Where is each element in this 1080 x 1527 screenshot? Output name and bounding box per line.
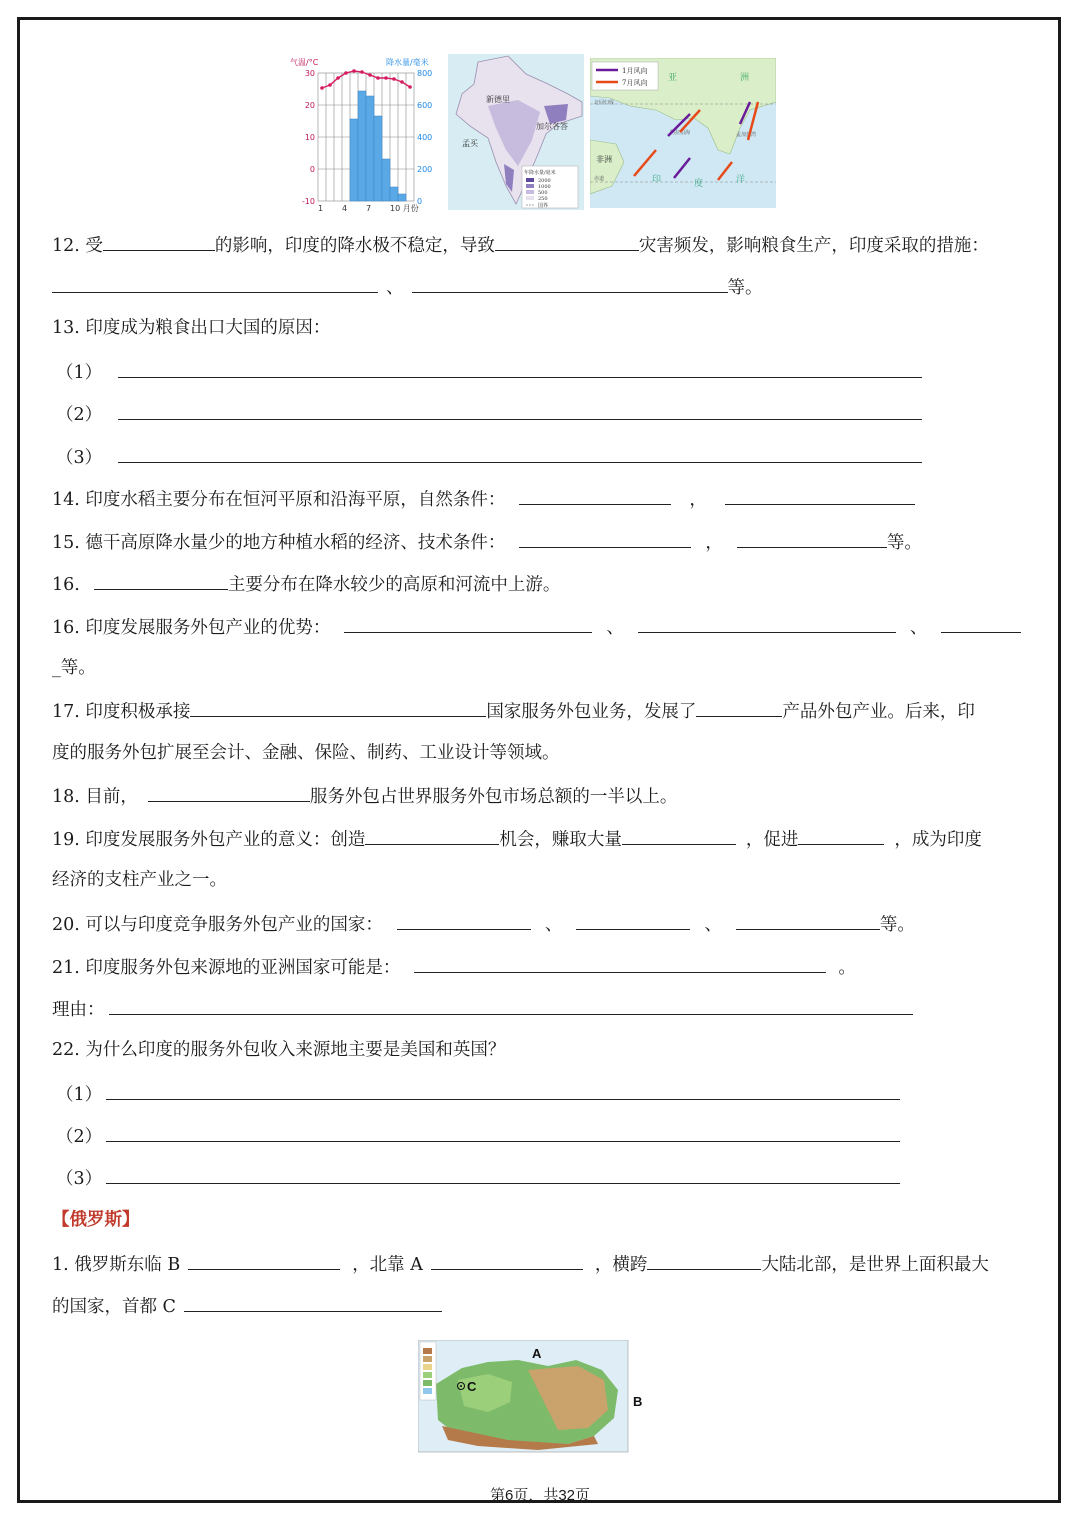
question-16b-cont: _等。: [52, 658, 96, 678]
answer-blank[interactable]: [519, 529, 691, 548]
answer-row: （2）: [56, 401, 922, 427]
map-label-b: B: [633, 1394, 643, 1409]
answer-row: （3）: [56, 444, 922, 470]
answer-blank[interactable]: [638, 614, 896, 633]
map-label-a: A: [532, 1346, 542, 1361]
question-12: 12. 受 的影响，印度的降水极不稳定，导致 灾害频发，影响粮食生产，印度采取的措施：: [52, 232, 989, 258]
svg-text:孟加拉湾: 孟加拉湾: [736, 132, 757, 138]
rain-legend-title: 年降水量/毫米: [524, 170, 556, 176]
answer-blank[interactable]: [106, 1165, 900, 1184]
question-21: 21. 印度服务外包来源地的亚洲国家可能是： 。: [52, 954, 856, 980]
answer-blank[interactable]: [188, 1251, 340, 1270]
svg-text:10: 10: [304, 133, 315, 142]
answer-blank[interactable]: [397, 911, 531, 930]
answer-blank[interactable]: [109, 996, 913, 1015]
svg-text:亚: 亚: [668, 73, 678, 83]
svg-text:30: 30: [304, 69, 315, 78]
answer-row: （1）: [56, 359, 922, 385]
answer-blank[interactable]: [941, 614, 1021, 633]
question-16a: 16. 主要分布在降水较少的高原和河流中上游。: [52, 571, 560, 597]
svg-text:7: 7: [366, 204, 372, 213]
svg-text:阿拉伯海: 阿拉伯海: [670, 130, 691, 136]
answer-blank[interactable]: [431, 1251, 583, 1270]
svg-text:200: 200: [417, 165, 433, 174]
svg-text:1月风向: 1月风向: [622, 67, 648, 75]
answer-blank[interactable]: [365, 826, 499, 845]
monsoon-map: [590, 58, 776, 208]
page-footer: 第6页，共32页: [489, 1487, 591, 1504]
answer-blank[interactable]: [103, 232, 215, 251]
answer-blank[interactable]: [647, 1251, 761, 1270]
question-19: 19. 印度发展服务外包产业的意义：创造 机会，赚取大量 ，促进 ，成为印度: [52, 826, 982, 852]
svg-text:20: 20: [304, 101, 315, 110]
answer-blank[interactable]: [118, 359, 922, 378]
question-20: 20. 可以与印度竞争服务外包产业的国家： 、 、 等。: [52, 911, 915, 937]
rain-axis-label: 降水量/毫米: [386, 58, 429, 67]
svg-text:600: 600: [417, 101, 433, 110]
svg-text:-10: -10: [301, 197, 315, 206]
svg-text:印: 印: [652, 175, 662, 185]
answer-blank[interactable]: [798, 826, 884, 845]
svg-text:2000: 2000: [538, 178, 551, 184]
answer-blank[interactable]: [118, 401, 922, 420]
answer-blank[interactable]: [148, 783, 310, 802]
russia-map: [418, 1340, 650, 1454]
answer-blank[interactable]: [106, 1123, 900, 1142]
question-13: 13. 印度成为粮食出口大国的原因：: [52, 318, 331, 338]
answer-blank[interactable]: [344, 614, 592, 633]
answer-blank[interactable]: [622, 826, 736, 845]
svg-text:400: 400: [417, 133, 433, 142]
russia-question-1: 1. 俄罗斯东临 B ，北靠 A ，横跨 大陆北部，是世界上面积最大: [52, 1251, 989, 1277]
russia-question-1-cont: 的国家，首都 C: [52, 1293, 442, 1319]
question-12-cont: 、 等。: [52, 274, 763, 300]
question-16b: 16. 印度发展服务外包产业的优势： 、 、: [52, 614, 1021, 640]
svg-text:赤道: 赤道: [594, 176, 605, 182]
answer-blank[interactable]: [184, 1293, 442, 1312]
svg-text:洲: 洲: [740, 73, 750, 83]
svg-text:0: 0: [417, 197, 423, 206]
answer-blank[interactable]: [106, 1081, 900, 1100]
answer-row: （3）: [56, 1165, 900, 1191]
answer-blank[interactable]: [519, 486, 671, 505]
answer-blank[interactable]: [94, 571, 228, 590]
svg-text:800: 800: [417, 69, 433, 78]
answer-blank[interactable]: [414, 954, 826, 973]
map-label-c: C: [467, 1379, 477, 1394]
answer-blank[interactable]: [118, 444, 922, 463]
svg-text:度: 度: [694, 179, 704, 189]
climate-chart: [288, 56, 434, 214]
answer-blank[interactable]: [737, 529, 887, 548]
capital-marker-icon: [460, 1385, 462, 1387]
question-17-cont: 度的服务外包扩展至会计、金融、保险、制药、工业设计等领域。: [52, 743, 560, 763]
answer-blank[interactable]: [495, 232, 639, 251]
svg-text:非洲: 非洲: [596, 155, 612, 164]
question-21-reason: 理由：: [52, 996, 913, 1022]
india-rainfall-map: [448, 54, 584, 210]
answer-blank[interactable]: [190, 698, 486, 717]
svg-text:洋: 洋: [736, 175, 746, 185]
answer-row: （2）: [56, 1123, 900, 1149]
question-22: 22. 为什么印度的服务外包收入来源地主要是美国和英国？: [52, 1040, 506, 1060]
svg-text:250: 250: [538, 196, 548, 202]
question-15: 15. 德干高原降水量少的地方种植水稻的经济、技术条件： ， 等。: [52, 529, 922, 555]
question-18: 18. 目前， 服务外包占世界服务外包市场总额的一半以上。: [52, 783, 677, 809]
svg-text:0: 0: [309, 165, 315, 174]
temp-axis-label: 气温/°C: [290, 58, 319, 67]
answer-blank[interactable]: [52, 274, 378, 293]
svg-text:7月风向: 7月风向: [622, 79, 648, 87]
answer-blank[interactable]: [725, 486, 915, 505]
answer-blank[interactable]: [696, 698, 782, 717]
label-new-delhi: 新德里: [486, 95, 510, 104]
svg-text:4: 4: [342, 204, 348, 213]
answer-blank[interactable]: [736, 911, 880, 930]
question-17: 17. 印度积极承接 国家服务外包业务，发展了 产品外包产业。后来，印: [52, 698, 975, 724]
svg-text:北回归线: 北回归线: [594, 100, 615, 106]
question-14: 14. 印度水稻主要分布在恒河平原和沿海平原，自然条件： ，: [52, 486, 915, 512]
svg-text:500: 500: [538, 190, 548, 196]
svg-text:1: 1: [318, 204, 324, 213]
svg-text:国界: 国界: [538, 203, 549, 209]
answer-blank[interactable]: [576, 911, 690, 930]
answer-blank[interactable]: [412, 274, 728, 293]
question-19-cont: 经济的支柱产业之一。: [52, 870, 227, 890]
label-kolkata: 加尔各答: [536, 122, 568, 131]
section-heading-russia: 【俄罗斯】: [52, 1210, 140, 1230]
answer-row: （1）: [56, 1081, 900, 1107]
svg-text:10 月份: 10 月份: [390, 204, 419, 213]
svg-text:1000: 1000: [538, 184, 551, 190]
label-mumbai: 孟买: [462, 139, 478, 148]
